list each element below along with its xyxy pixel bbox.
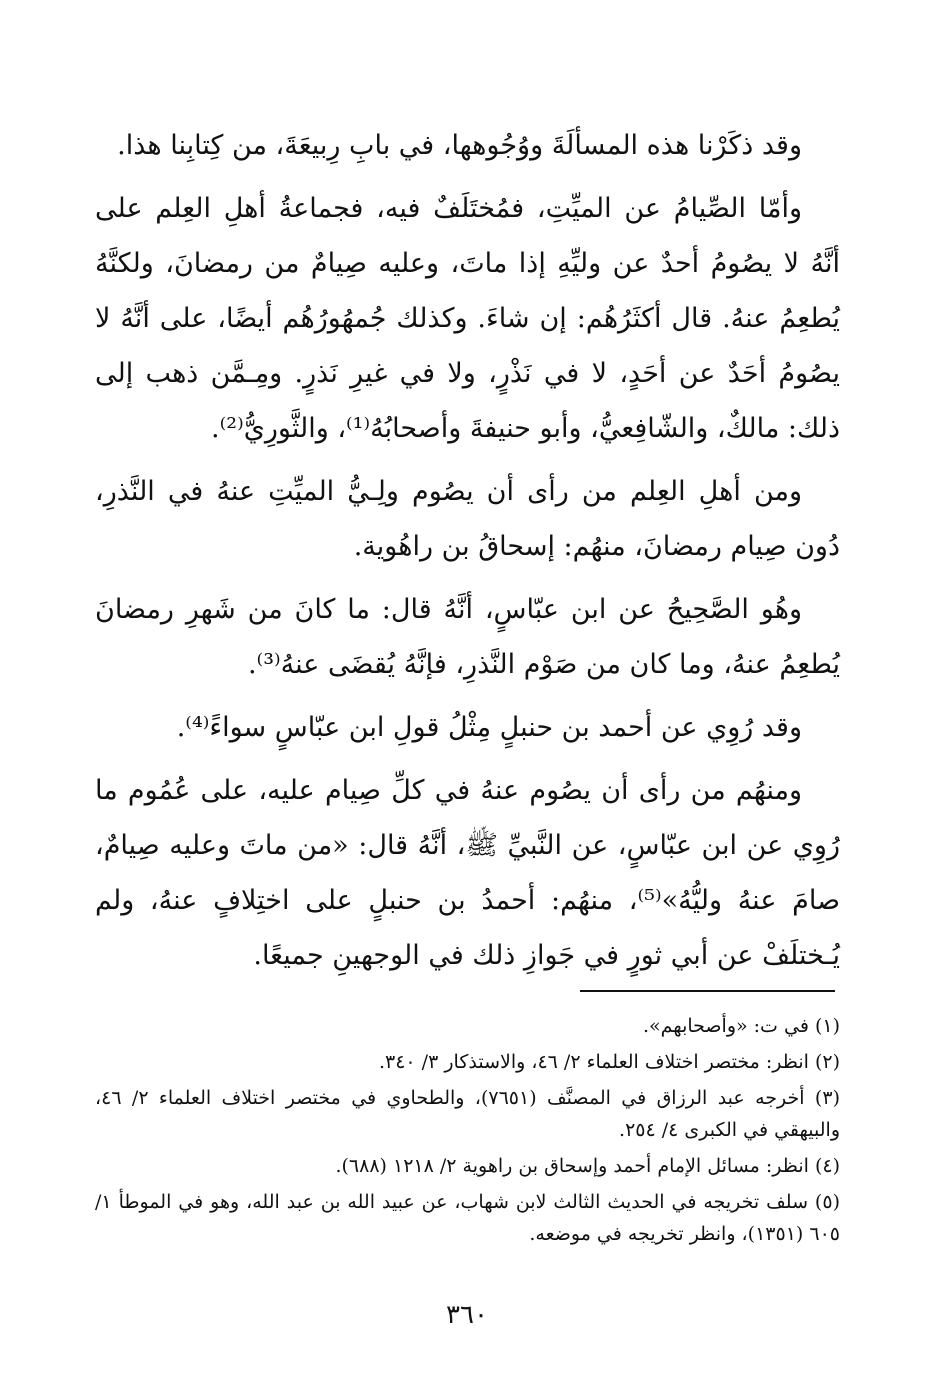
paragraph-4: وهُو الصَّحِيحُ عن ابن عبّاسٍ، أنَّهُ قال: ما كانَ من شَهرِ رمضانَ يُطعِمُ عنهُ، وما كان من صَوْم النَّذرِ، فإنَّهُ يُقضَى عنهُ⁽³⁾. [95, 594, 840, 680]
paragraph-3: ومن أهلِ العِلم من رأى أن يصُوم ولِـيُّ الميِّتِ عنهُ في النَّذرِ، دُون صِيام رمضانَ، منهُم: إسحاقُ بن راهُوية. [95, 476, 840, 562]
paragraph-1: وقد ذكَرْنا هذه المسألَةَ ووُجُوهها، في بابِ رِبيعَةَ، من كِتابِنا هذا. [117, 130, 802, 161]
footnote-2: (٢) انظر: مختصر اختلاف العلماء ٢/ ٤٦، والاستذكار ٣/ ٣٤٠. [378, 1051, 840, 1073]
footnote-4: (٤) انظر: مسائل الإمام أحمد وإسحاق بن راهوية ٢/ ١٢١٨ (٦٨٨). [335, 1155, 840, 1177]
footnote-5: (٥) سلف تخريجه في الحديث الثالث لابن شهاب، عن عبيد الله بن عبد الله، وهو في الموطأ ١/ ٦٠٥ (١٣٥١)، وانظر تخريجه في موضعه. [95, 1191, 840, 1245]
main-text [95, 118, 840, 991]
paragraph-6: ومنهُم من رأى أن يصُوم عنهُ في كلِّ صِيام عليه، على عُمُوم ما رُوِي عن ابن عبّاسٍ، عن النَّبيِّ ﷺ، أنَّهُ قال: «من ماتَ وعليه صِيامٌ، صامَ عنهُ وليُّهُ»⁽⁵⁾، منهُم: أحمدُ بن حنبلٍ على اختِلافٍ عنهُ، ولم يُـختلَفْ عن أبي ثورٍ في جَوازِ ذلك في الوجهينِ جميعًا. [95, 775, 840, 971]
page-number: ٣٦٠ [446, 1300, 488, 1330]
footnotes [95, 1010, 840, 1254]
footnote-separator [580, 990, 835, 992]
paragraph-5: وقد رُوِي عن أحمد بن حنبلٍ مِثْلُ قولِ ابن عبّاسٍ سواءً⁽⁴⁾. [176, 712, 802, 743]
paragraph-2: وأمّا الصِّيامُ عن الميِّتِ، فمُختَلَفٌ فيه، فجماعةُ أهلِ العِلم على أنَّهُ لا يصُومُ أحدٌ عن وليِّهِ إذا ماتَ، وعليه صِيامٌ من رمضانَ، ولكنَّهُ يُطعِمُ عنهُ. قال أكثَرُهُم: إن شاءَ. وكذلك جُمهُورُهُم أيضًا، على أنَّهُ لا يصُومُ أحَدٌ عن أحَدٍ، لا في نَذْرٍ، ولا في غيرِ نَذرٍ. ومِـمَّن ذهب إلى ذلك: مالكٌ، والشّافِعيُّ، وأبو حنيفةَ وأصحابُهُ⁽¹⁾، والثَّورِيُّ⁽²⁾. [95, 193, 840, 444]
footnote-3: (٣) أخرجه عبد الرزاق في المصنَّف (٧٦٥١)، والطحاوي في مختصر اختلاف العلماء ٢/ ٤٦، والبيهقي في الكبرى ٤/ ٢٥٤. [95, 1087, 840, 1141]
footnote-1: (١) في ت: «وأصحابهم». [643, 1015, 840, 1037]
